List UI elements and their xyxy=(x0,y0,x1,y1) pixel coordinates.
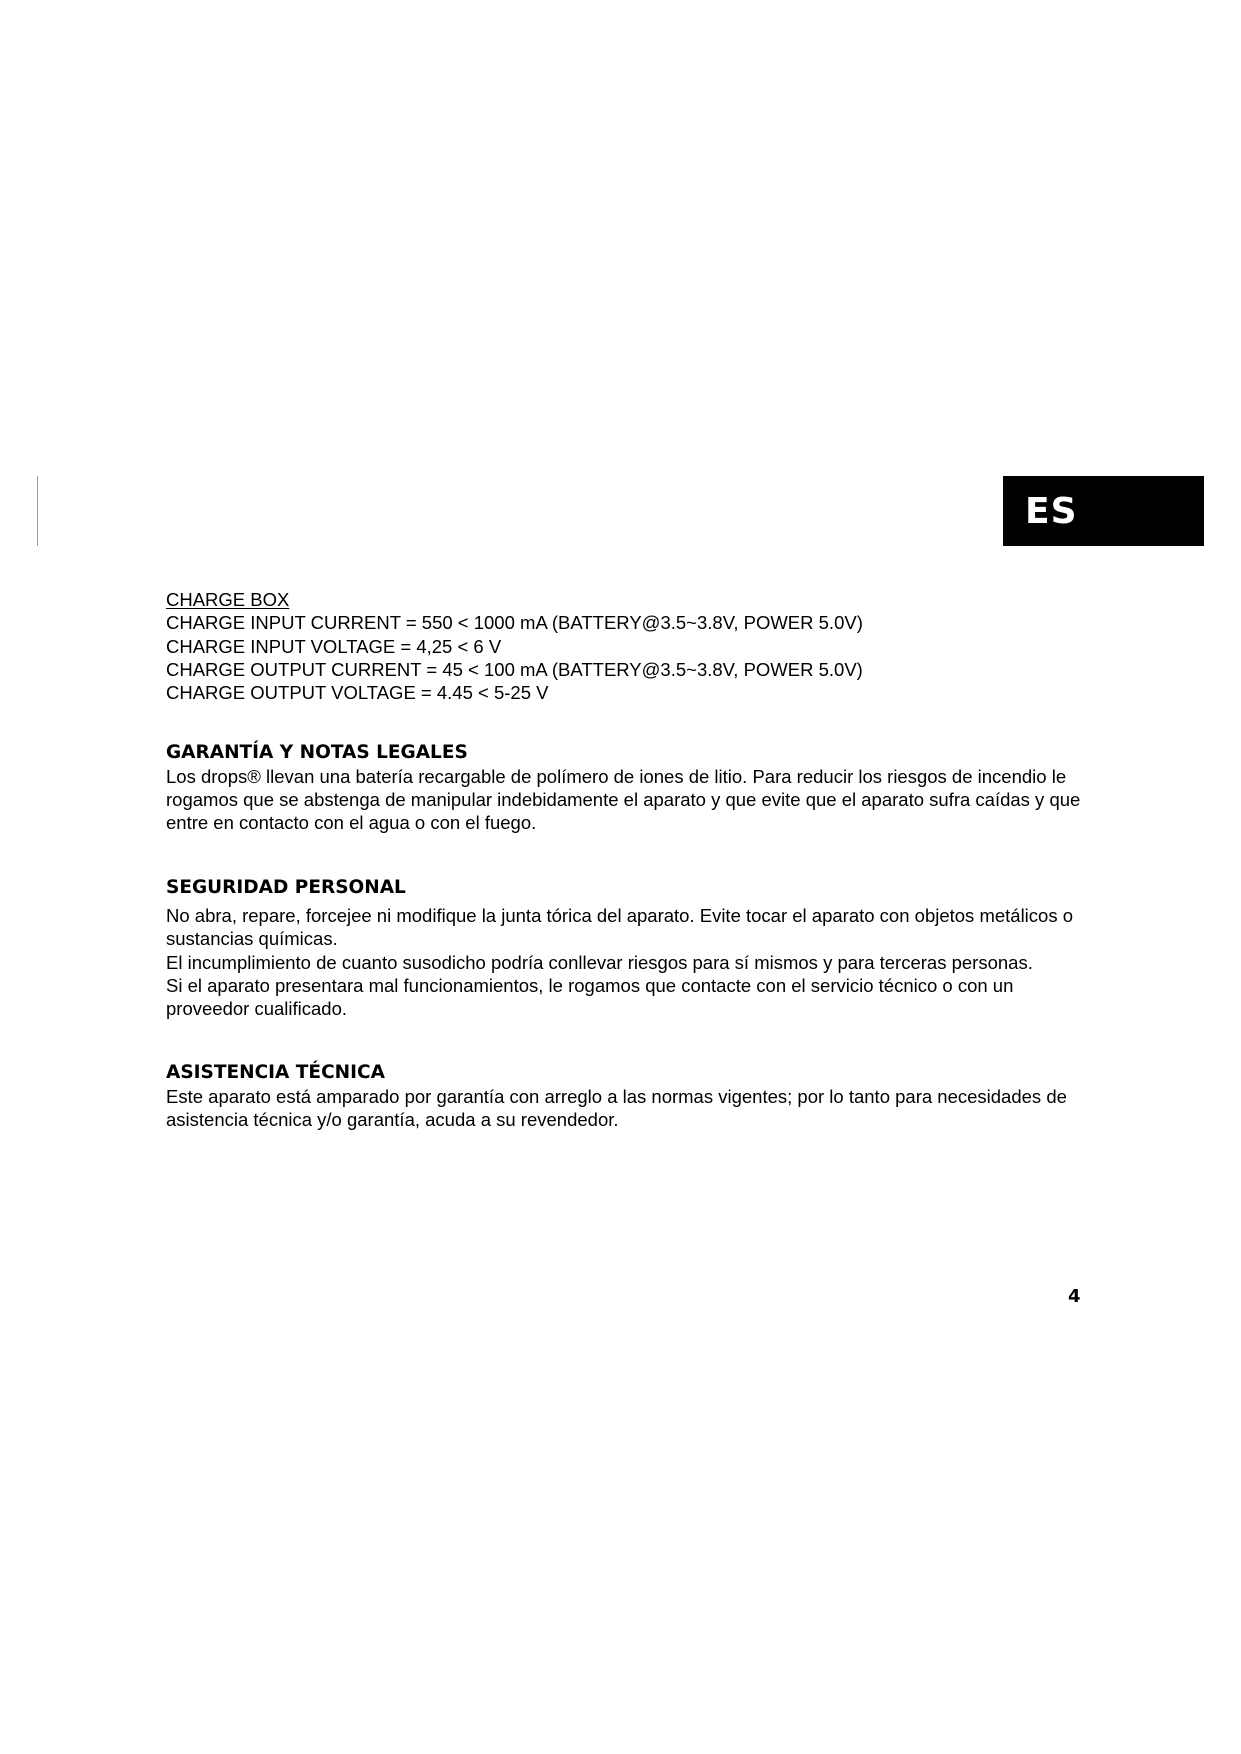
charge-box-title: CHARGE BOX xyxy=(166,589,290,610)
spec-line: CHARGE OUTPUT VOLTAGE = 4.45 < 5-25 V xyxy=(166,682,549,704)
body-line: asistencia técnica y/o garantía, acuda a su revendedor. xyxy=(166,1109,619,1131)
section-seguridad xyxy=(166,876,1076,1021)
section-garantia xyxy=(166,741,1081,834)
body-line: rogamos que se abstenga de manipular indebidamente el aparato y que evite que el aparato sufra caídas y que xyxy=(166,789,1081,811)
body-line: entre en contacto con el agua o con el fuego. xyxy=(166,812,537,834)
section-body xyxy=(166,1085,1076,1132)
document-content xyxy=(166,588,1081,1131)
body-line: Si el aparato presentara mal funcionamientos, le rogamos que contacte con el servicio técnico o con un xyxy=(166,974,1014,996)
charge-box-specs xyxy=(166,588,1076,704)
margin-rule xyxy=(37,476,38,546)
section-body xyxy=(166,765,1081,835)
section-body xyxy=(166,904,1076,1020)
body-line: No abra, repare, forcejee ni modifique la junta tórica del aparato. Evite tocar el aparato con objetos metálicos o xyxy=(166,904,1074,926)
body-line: Los drops® llevan una batería recargable de polímero de iones de litio. Para reducir los riesgos de incendio le xyxy=(166,765,1067,787)
body-line: Este aparato está amparado por garantía con arreglo a las normas vigentes; por lo tanto para necesidades de xyxy=(166,1085,1067,1107)
page-number: 4 xyxy=(1068,1286,1081,1307)
body-line: proveedor cualificado. xyxy=(166,998,347,1020)
language-tab-label: ES xyxy=(1025,490,1078,532)
language-tab xyxy=(1003,476,1204,546)
spec-line: CHARGE INPUT CURRENT = 550 < 1000 mA (BATTERY@3.5~3.8V, POWER 5.0V) xyxy=(166,612,863,634)
section-heading: SEGURIDAD PERSONAL xyxy=(166,876,406,898)
body-line: sustancias químicas. xyxy=(166,928,338,950)
body-line: El incumplimiento de cuanto susodicho podría conllevar riesgos para sí mismos y para terceras personas. xyxy=(166,951,1033,973)
section-heading: GARANTÍA Y NOTAS LEGALES xyxy=(166,742,468,764)
section-asistencia xyxy=(166,1061,1076,1131)
section-heading: ASISTENCIA TÉCNICA xyxy=(166,1062,385,1084)
spec-line: CHARGE OUTPUT CURRENT = 45 < 100 mA (BATTERY@3.5~3.8V, POWER 5.0V) xyxy=(166,658,863,680)
spec-line: CHARGE INPUT VOLTAGE = 4,25 < 6 V xyxy=(166,635,502,657)
